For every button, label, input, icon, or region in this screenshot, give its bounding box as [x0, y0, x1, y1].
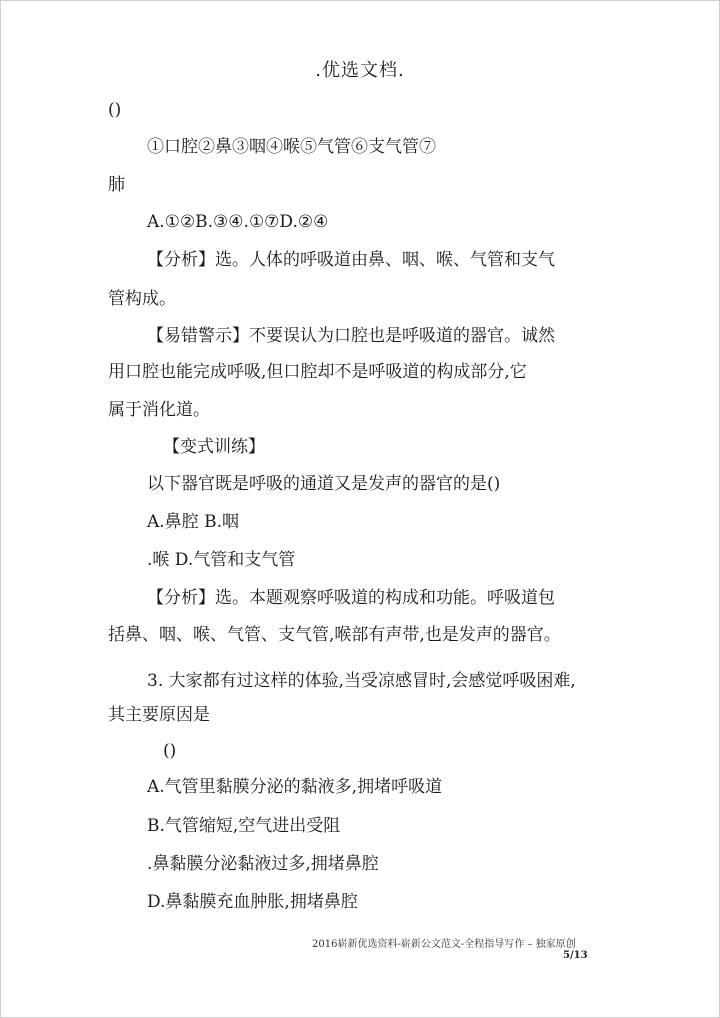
text-line: A.鼻腔 B.咽: [147, 512, 239, 532]
text-line: (): [108, 100, 122, 120]
text-line: 【分析】选。人体的呼吸道由鼻、咽、喉、气管和支气: [147, 250, 555, 270]
text-line: 其主要原因是: [108, 705, 210, 725]
text-line: .鼻黏膜分泌黏液过多,拥堵鼻腔: [147, 854, 379, 874]
text-line: 括鼻、咽、喉、气管、支气管,喉部有声带,也是发声的器官。: [108, 625, 561, 645]
text-line: .喉 D.气管和支气管: [147, 550, 296, 570]
text-line: ①口腔②鼻③咽④喉⑤气管⑥支气管⑦: [147, 137, 436, 157]
text-line: 用口腔也能完成呼吸,但口腔却不是呼吸道的构成部分,它: [108, 362, 527, 382]
text-line: D.鼻黏膜充血肿胀,拥堵鼻腔: [147, 892, 358, 912]
text-line: 以下器官既是呼吸的通道又是发声的器官的是(): [147, 474, 501, 494]
text-line: 属于消化道。: [108, 400, 210, 420]
text-line: A.①②B.③④.①⑦D.②④: [147, 212, 329, 232]
text-line: 【易错警示】不要误认为口腔也是呼吸道的器官。诚然: [147, 326, 555, 346]
page-number: 5/13: [563, 950, 588, 961]
footer-text: 2016崭新优选资料-崭新公文范文-全程指导写作 – 独家原创: [312, 939, 576, 950]
text-line: (): [163, 741, 177, 761]
text-line: 肺: [108, 175, 125, 195]
text-line: A.气管里黏膜分泌的黏液多,拥堵呼吸道: [147, 777, 443, 797]
text-line: 【变式训练】: [163, 437, 265, 457]
text-line: 【分析】选。本题观察呼吸道的构成和功能。呼吸道包: [147, 588, 555, 608]
text-line: 3. 大家都有过这样的体验,当受凉感冒时,会感觉呼吸困难,: [147, 671, 576, 691]
page-header-title: .优选文档.: [315, 60, 405, 81]
text-line: B.气管缩短,空气进出受阻: [147, 816, 341, 836]
text-line: 管构成。: [108, 289, 176, 309]
